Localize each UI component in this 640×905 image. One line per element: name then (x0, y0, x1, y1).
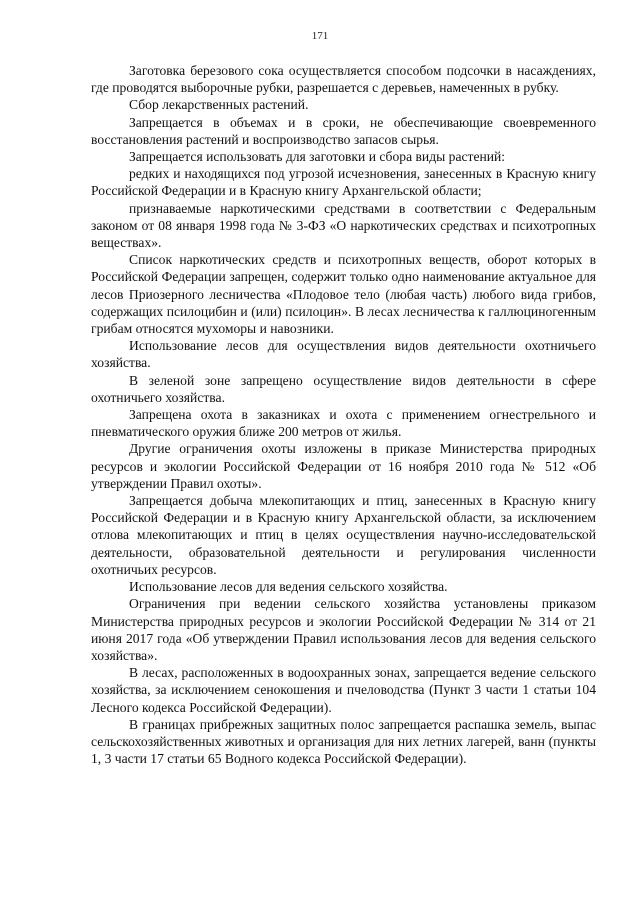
paragraph-hunting-order: Другие ограничения охоты изложены в приказе Министерства природных ресурсов и экологии Российской Федерации от 16 ноября 2010 года № 512 «Об утверждении Правил охоты». (91, 441, 596, 491)
paragraph-birch-sap: Заготовка березового сока осуществляется способом подсочки в насаждениях, где проводятся выборочные рубки, разрешается с деревьев, намеченных в рубку. (91, 63, 596, 96)
paragraph-red-book-animals: Запрещается добыча млекопитающих и птиц, занесенных в Красную книгу Российской Федерации и в Красную книгу Архангельской области, за исключением отлова млекопитающих и птиц в целях осуществления научно-исследовательской деятельности, образовательной деятельности и регулирования численности охотничьих ресурсов. (91, 493, 596, 577)
paragraph-prohibited-species-intro: Запрещается использовать для заготовки и сбора виды растений: (129, 149, 506, 165)
paragraph-green-zone-hunting: В зеленой зоне запрещено осуществление видов деятельности в сфере охотничьего хозяйства. (91, 372, 596, 405)
paragraph-red-book-species: редких и находящихся под угрозой исчезновения, занесенных в Красную книгу Российской Федерации и в Красную книгу Архангельской области; (91, 166, 596, 199)
paragraph-hunting-heading: Использование лесов для осуществления видов деятельности охотничьего хозяйства. (91, 338, 596, 371)
paragraph-water-protection-zones: В лесах, расположенных в водоохранных зонах, запрещается ведение сельского хозяйства, за исключением сенокошения и пчеловодства (Пункт 3 части 1 статьи 104 Лесного кодекса Российской Федерации). (91, 665, 596, 715)
paragraph-narcotic-list: Список наркотических средств и психотропных веществ, оборот которых в Российской Федерации запрещен, содержит только одно наименование актуальное для лесов Приозерного лесничества «Плодовое тело (любая часть) любого вида грибов, содержащих псилоцибин и (или) псилоцин». В лесах лесничества к галлюциногенным грибам относятся мухоморы и навозники. (91, 252, 596, 337)
paragraph-medicinal-plants-heading: Сбор лекарственных растений. (129, 97, 309, 113)
page-number: 171 (311, 30, 329, 42)
paragraph-narcotic-plants: признаваемые наркотическими средствами в соответствии с Федеральным законом от 08 января 1998 года № 3-ФЗ «О наркотических средствах и психотропных веществах». (91, 200, 596, 251)
paragraph-hunting-ban: Запрещена охота в заказниках и охота с применением огнестрельного и пневматического оружия ближе 200 метров от жилья. (91, 407, 596, 440)
paragraph-coastal-strips: В границах прибрежных защитных полос запрещается распашка земель, выпас сельскохозяйственных животных и организация для них летних лагерей, ванн (пункты 1, 3 части 17 статьи 65 Водного кодекса Российской Федерации). (91, 716, 596, 767)
paragraph-agriculture-order: Ограничения при ведении сельского хозяйства установлены приказом Министерства природных ресурсов и экологии Российской Федерации № 314 от 21 июня 2017 года «Об утверждении Правил использования лесов для ведения сельского хозяйства». (91, 596, 596, 663)
paragraph-agriculture-heading: Использование лесов для ведения сельского хозяйства. (129, 579, 448, 595)
paragraph-medicinal-restriction: Запрещается в объемах и в сроки, не обеспечивающие своевременного восстановления растений и воспроизводство запасов сырья. (91, 114, 596, 147)
document-body (91, 62, 596, 767)
